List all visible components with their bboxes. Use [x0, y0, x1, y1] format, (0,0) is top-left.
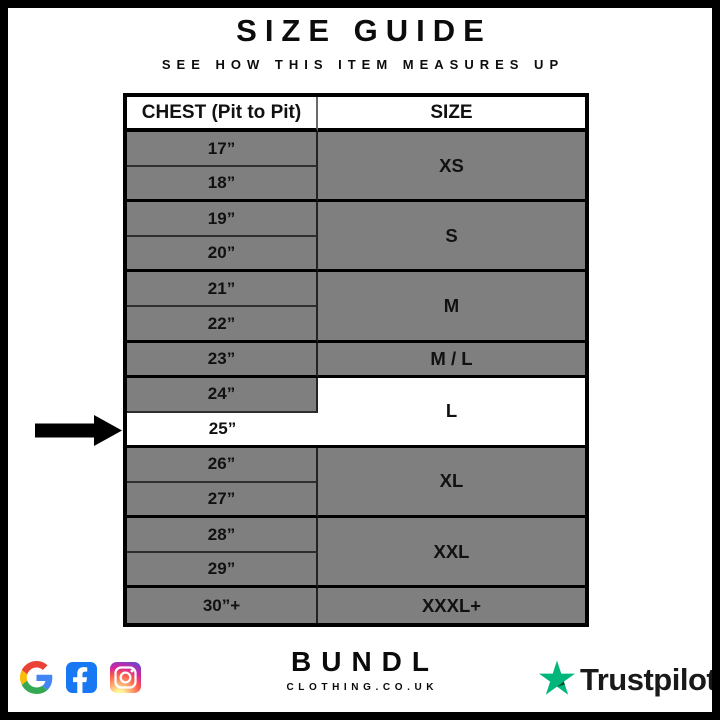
chest-cell: 25”: [127, 413, 318, 448]
size-cell: L: [318, 378, 585, 448]
chest-cell: 20”: [127, 237, 318, 272]
brand-name: BUNDL: [291, 646, 439, 677]
chest-cell: 26”: [127, 448, 318, 483]
chest-cell: 29”: [127, 553, 318, 588]
size-cell: M / L: [318, 343, 585, 378]
chest-cell: 23”: [127, 343, 318, 378]
chest-cell: 17”: [127, 132, 318, 167]
size-column-header: SIZE: [318, 97, 585, 132]
chest-cell: 27”: [127, 483, 318, 518]
size-cell: S: [318, 202, 585, 272]
brand-domain: CLOTHING.CO.UK: [286, 682, 439, 693]
trustpilot-logo: [539, 660, 716, 700]
trustpilot-star-icon: [539, 660, 575, 700]
size-cell: XXXL+: [318, 588, 585, 623]
chest-cell: 30”+: [127, 588, 318, 623]
current-size-arrow-icon: [35, 415, 122, 446]
page-title: SIZE GUIDE: [236, 13, 492, 48]
size-cell: XXL: [318, 518, 585, 588]
size-cell: XS: [318, 132, 585, 202]
chest-cell: 19”: [127, 202, 318, 237]
chest-cell: 21”: [127, 272, 318, 307]
page-subtitle: SEE HOW THIS ITEM MEASURES UP: [161, 57, 565, 72]
size-guide-table: [123, 93, 589, 627]
trustpilot-label: Trustpilot: [580, 662, 717, 697]
chest-cell: 22”: [127, 307, 318, 342]
chest-cell: 28”: [127, 518, 318, 553]
chest-cell: 24”: [127, 378, 318, 413]
chest-cell: 18”: [127, 167, 318, 202]
chest-column-header: CHEST (Pit to Pit): [127, 97, 318, 132]
size-cell: M: [318, 272, 585, 342]
size-cell: XL: [318, 448, 585, 518]
